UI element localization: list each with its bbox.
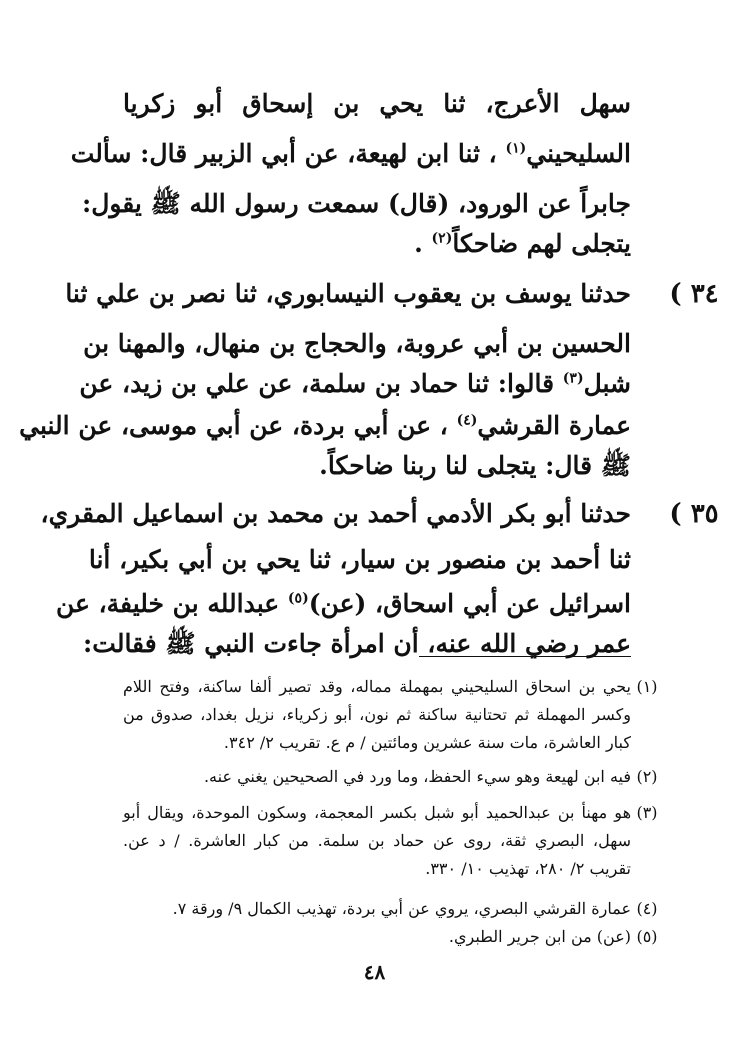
- footnote-number-1: (١): [636, 677, 658, 696]
- footnote-ref-4: (٤): [456, 412, 478, 429]
- footnote-separator: [419, 656, 631, 657]
- footnote-ref-3: (٣): [562, 370, 584, 387]
- text-line-11: ثنا أحمد بن منصور بن سيار، ثنا يحي بن أبي بكير، أنا: [88, 545, 631, 574]
- footnote-3-line-1: هو مهنأ بن عبدالحميد أبو شبل بكسر المعجمة، وسكون الموحدة، ويقال أبو: [123, 803, 631, 822]
- page-number: ٤٨: [363, 960, 386, 984]
- footnote-number-3: (٣): [636, 803, 658, 822]
- text-line-3: جابراً عن الورود، (قال) سمعت رسول الله ﷺ يقول:: [81, 189, 631, 218]
- footnote-2-line-1: فيه ابن لهيعة وهو سيء الحفظ، وما ورد في الصحيحين يغني عنه.: [203, 767, 631, 786]
- text-line-2-start: السليحيني: [526, 139, 631, 168]
- text-line-4: [123, 218, 631, 270]
- text-line-7-rest: قالوا: ثنا حماد بن سلمة، عن علي بن زيد، عن: [79, 369, 563, 398]
- text-line-12-rest: عبدالله بن خليفة، عن: [55, 589, 288, 618]
- footnote-number-2: (٢): [636, 767, 658, 786]
- text-line-8-start: عمارة القرشي: [477, 411, 631, 440]
- footnote-1-line-3: كبار العاشرة، مات سنة عشرين ومائتين / م ع. تقريب ٢/ ٣٤٢.: [223, 733, 631, 752]
- text-line-10: حدثنا أبو بكر الأدمي أحمد بن محمد بن اسماعيل المقري،: [40, 499, 631, 528]
- footnote-ref-5: (٥): [287, 590, 309, 607]
- footnote-number-4: (٤): [636, 899, 658, 918]
- footnote-ref-2: (٢): [431, 230, 453, 247]
- text-line-8-rest: ، عن أبي بردة، عن أبي موسى، عن النبي: [19, 411, 457, 440]
- text-line-4-end: .: [414, 229, 432, 258]
- text-line-1: سهل الأعرج، ثنا يحي بن إسحاق أبو زكريا: [123, 89, 631, 118]
- text-line-7-start: شبل: [583, 369, 631, 398]
- hadith-number-35: ٣٥ ): [669, 499, 719, 529]
- footnote-ref-1: (١): [505, 140, 527, 157]
- text-line-2-rest: ، ثنا ابن لهيعة، عن أبي الزبير قال: سألت: [70, 139, 506, 168]
- text-line-5: حدثنا يوسف بن يعقوب النيسابوري، ثنا نصر بن علي ثنا: [65, 279, 631, 308]
- text-line-12-start: اسرائيل عن أبي اسحاق، (عن): [308, 589, 631, 618]
- footnote-number-5: (٥): [636, 927, 658, 946]
- hadith-number-34: ٣٤ ): [669, 279, 719, 309]
- text-line-2: [70, 128, 631, 180]
- text-line-9: ﷺ قال: يتجلى لنا ربنا ضاحكاً.: [319, 451, 631, 480]
- footnote-1-line-2: وكسر المهملة ثم تحتانية ساكنة ثم نون، أبو زكرياء، نزيل بغداد، صدوق من: [123, 705, 631, 724]
- text-line-6: الحسين بن أبي عروبة، والحجاج بن منهال، والمهنا بن: [83, 329, 631, 358]
- footnote-3-line-2: سهل، البصري ثقة، روى عن حماد بن سلمة. من كبار العاشرة. / د عن.: [123, 831, 631, 850]
- footnote-5-line-1: (عن) من ابن جرير الطبري.: [448, 927, 631, 946]
- footnote-3-line-3: تقريب ٢/ ٢٨٠، تهذيب ١٠/ ٣٣٠.: [425, 859, 631, 878]
- text-line-4-start: يتجلى لهم ضاحكاً: [452, 229, 631, 258]
- footnote-1-line-1: يحي بن اسحاق السليحيني بمهملة مماله، وقد تصير ألفا ساكنة، وفتح اللام: [123, 677, 631, 696]
- text-line-13: عمر رضي الله عنه، أن امرأة جاءت النبي ﷺ فقالت:: [83, 629, 631, 658]
- footnote-4-line-1: عمارة القرشي البصري، يروي عن أبي بردة، تهذيب الكمال ٩/ ورقة ٧.: [172, 899, 631, 918]
